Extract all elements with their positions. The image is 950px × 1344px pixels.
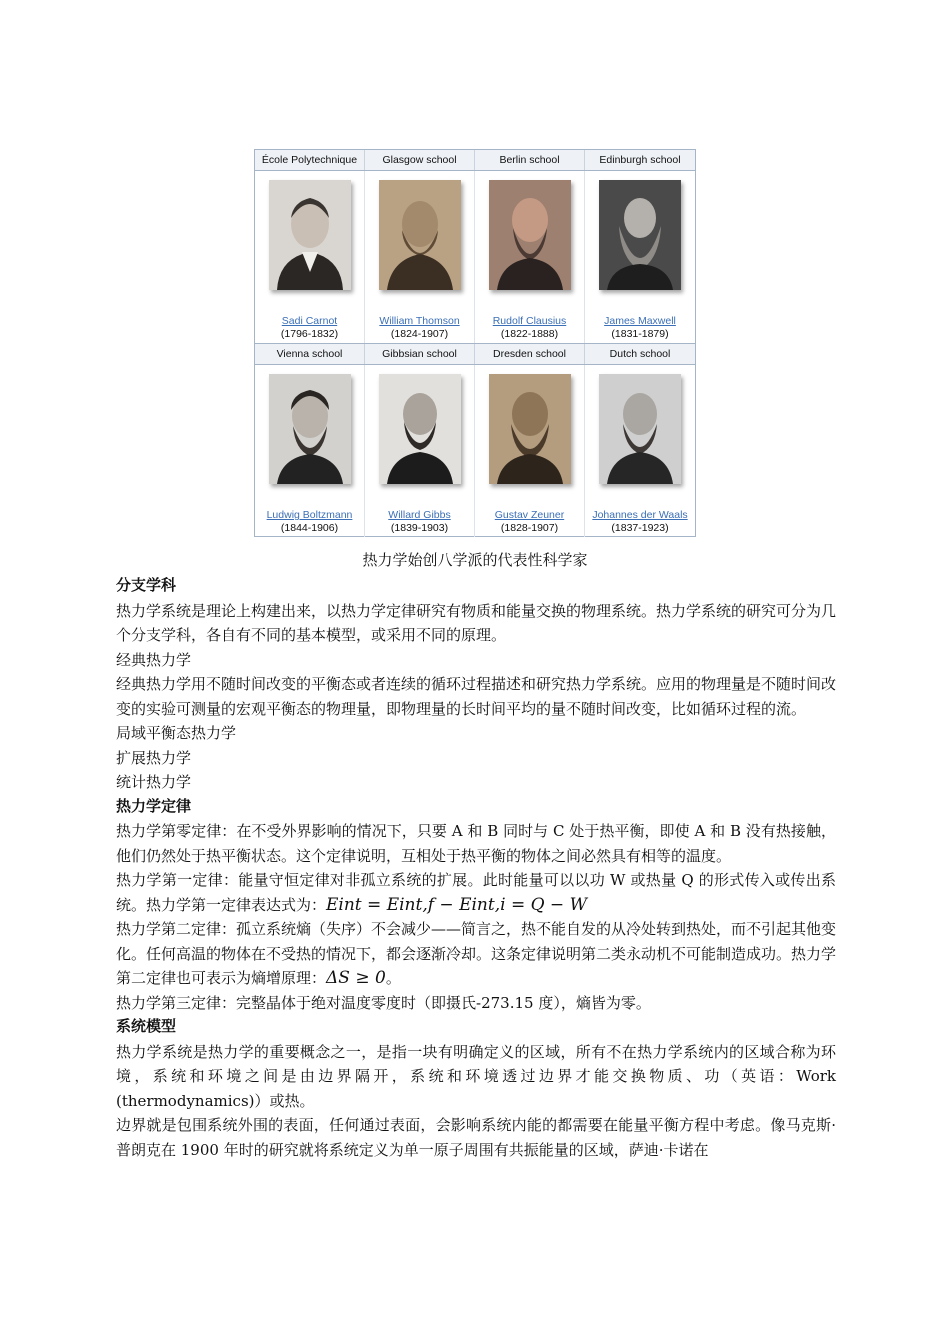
scientist-cell	[365, 365, 475, 537]
paragraph: 热力学系统是热力学的重要概念之一，是指一块有明确定义的区域，所有不在热力学系统内的区域合称为环境，系统和环境之间是由边界隔开，系统和环境透过边界才能交换物质、功（英语：Work (thermodynamics)）或热。	[116, 1042, 836, 1110]
school-label: Edinburgh school	[599, 154, 681, 166]
section-heading-model: 系统模型	[116, 1018, 177, 1035]
scientist-years: (1831-1879)	[611, 328, 669, 340]
figure-caption: 热力学始创八学派的代表性科学家	[362, 551, 588, 569]
portrait-image	[599, 180, 681, 290]
school-label: Berlin school	[475, 150, 585, 170]
scientist-name-link[interactable]: James Maxwell	[604, 315, 676, 327]
paragraph-first-law	[116, 868, 836, 917]
scientist-years: (1828-1907)	[500, 522, 559, 534]
school-header-row-2	[255, 343, 695, 365]
portrait-row-1	[255, 171, 695, 343]
scientist-years: (1796-1832)	[280, 328, 339, 340]
scientists-figure	[254, 149, 696, 537]
scientist-years: (1824-1907)	[390, 328, 449, 340]
paragraph-third-law: 热力学第三定律：完整晶体于绝对温度零度时（即摄氏-273.15 度），熵皆为零。	[116, 993, 651, 1012]
portrait-row-2	[255, 365, 695, 537]
scientist-name-link[interactable]: Willard Gibbs	[388, 509, 451, 521]
school-header-row-1	[255, 150, 695, 171]
school-label: Vienna school	[255, 344, 365, 364]
scientist-cell	[255, 365, 365, 537]
first-law-text: 热力学第一定律：能量守恒定律对非孤立系统的扩展。此时能量可以以功 W 或热量 Q 的形式传入或传出系统。热力学第一定律表达式为：	[116, 871, 836, 914]
school-label: Dresden school	[475, 344, 585, 364]
scientist-cell	[585, 171, 695, 343]
scientist-cell	[475, 365, 585, 537]
portrait-image	[379, 180, 461, 290]
school-label: Gibbsian school	[365, 344, 475, 364]
scientist-name-link[interactable]: Ludwig Boltzmann	[266, 509, 353, 521]
first-law-formula: Eint = Eint,f − Eint,i = Q − W	[326, 894, 588, 915]
paragraph-second-law	[116, 917, 836, 991]
scientist-cell	[585, 365, 695, 537]
school-label: Glasgow school	[365, 150, 475, 170]
paragraph: 热力学系统是理论上构建出来，以热力学定律研究有物质和能量交换的物理系统。热力学系统的研究可分为几个分支学科，各自有不同的基本模型，或采用不同的原理。	[116, 601, 837, 644]
scientist-years: (1844-1906)	[280, 522, 339, 534]
section-heading-branches: 分支学科	[116, 577, 177, 594]
portrait-image	[489, 180, 571, 290]
second-law-text: 热力学第二定律：孤立系统熵（失序）不会减少——简言之，热不能自发的从冷处转到热处，而不引起其他变化。任何高温的物体在不受热的情况下，都会逐渐冷却。这条定律说明第二类永动机不可能制造成功。热力学第二定律也可表示为熵增原理：	[116, 920, 837, 987]
portrait-image	[489, 374, 571, 484]
paragraph: 边界就是包围系统外围的表面，任何通过表面，会影响系统内能的都需要在能量平衡方程中考虑。像马克斯·普朗克在 1900 年时的研究就将系统定义为单一原子周围有共振能量的区域，萨迪·卡诺在	[116, 1116, 836, 1159]
article-body	[116, 574, 836, 1162]
paragraph: 经典热力学用不随时间改变的平衡态或者连续的循环过程描述和研究热力学系统。应用的物理量是不随时间改变的实验可测量的宏观平衡态的物理量，即物理量的长时间平均的量不随时间改变，比如循环过程的流。	[116, 675, 837, 718]
scientist-name-link[interactable]: Gustav Zeuner	[494, 509, 565, 521]
second-law-tail: 。	[385, 969, 401, 987]
scientist-cell	[475, 171, 585, 343]
scientist-years: (1822-1888)	[500, 328, 559, 340]
portrait-image	[269, 180, 351, 290]
scientist-name-link[interactable]: Johannes der Waals	[592, 509, 688, 521]
scientist-cell	[365, 171, 475, 343]
paragraph-zeroth-law: 热力学第零定律：在不受外界影响的情况下，只要 A 和 B 同时与 C 处于热平衡，即使 A 和 B 没有热接触，他们仍然处于热平衡状态。这个定律说明，互相处于热平衡的物体之间必然具有相等的温度。	[116, 822, 836, 865]
scientist-years: (1837-1923)	[611, 522, 669, 534]
scientist-cell	[255, 171, 365, 343]
scientist-name-link[interactable]: William Thomson	[379, 315, 460, 327]
scientist-name-link[interactable]: Rudolf Clausius	[492, 315, 567, 327]
scientist-years: (1839-1903)	[390, 522, 449, 534]
second-law-formula: ΔS ≥ 0	[326, 968, 386, 988]
subsection-title: 经典热力学	[116, 650, 192, 669]
subsection-title: 扩展热力学	[116, 748, 192, 767]
section-heading-laws: 热力学定律	[116, 797, 192, 815]
portrait-image	[269, 374, 351, 484]
scientist-name-link[interactable]: Sadi Carnot	[281, 315, 338, 327]
portrait-image	[599, 374, 681, 484]
portrait-image	[379, 374, 461, 484]
school-label: Dutch school	[609, 348, 671, 360]
subsection-title: 统计热力学	[116, 773, 192, 791]
school-label: École Polytechnique	[255, 150, 365, 170]
subsection-title: 局域平衡态热力学	[116, 724, 237, 742]
